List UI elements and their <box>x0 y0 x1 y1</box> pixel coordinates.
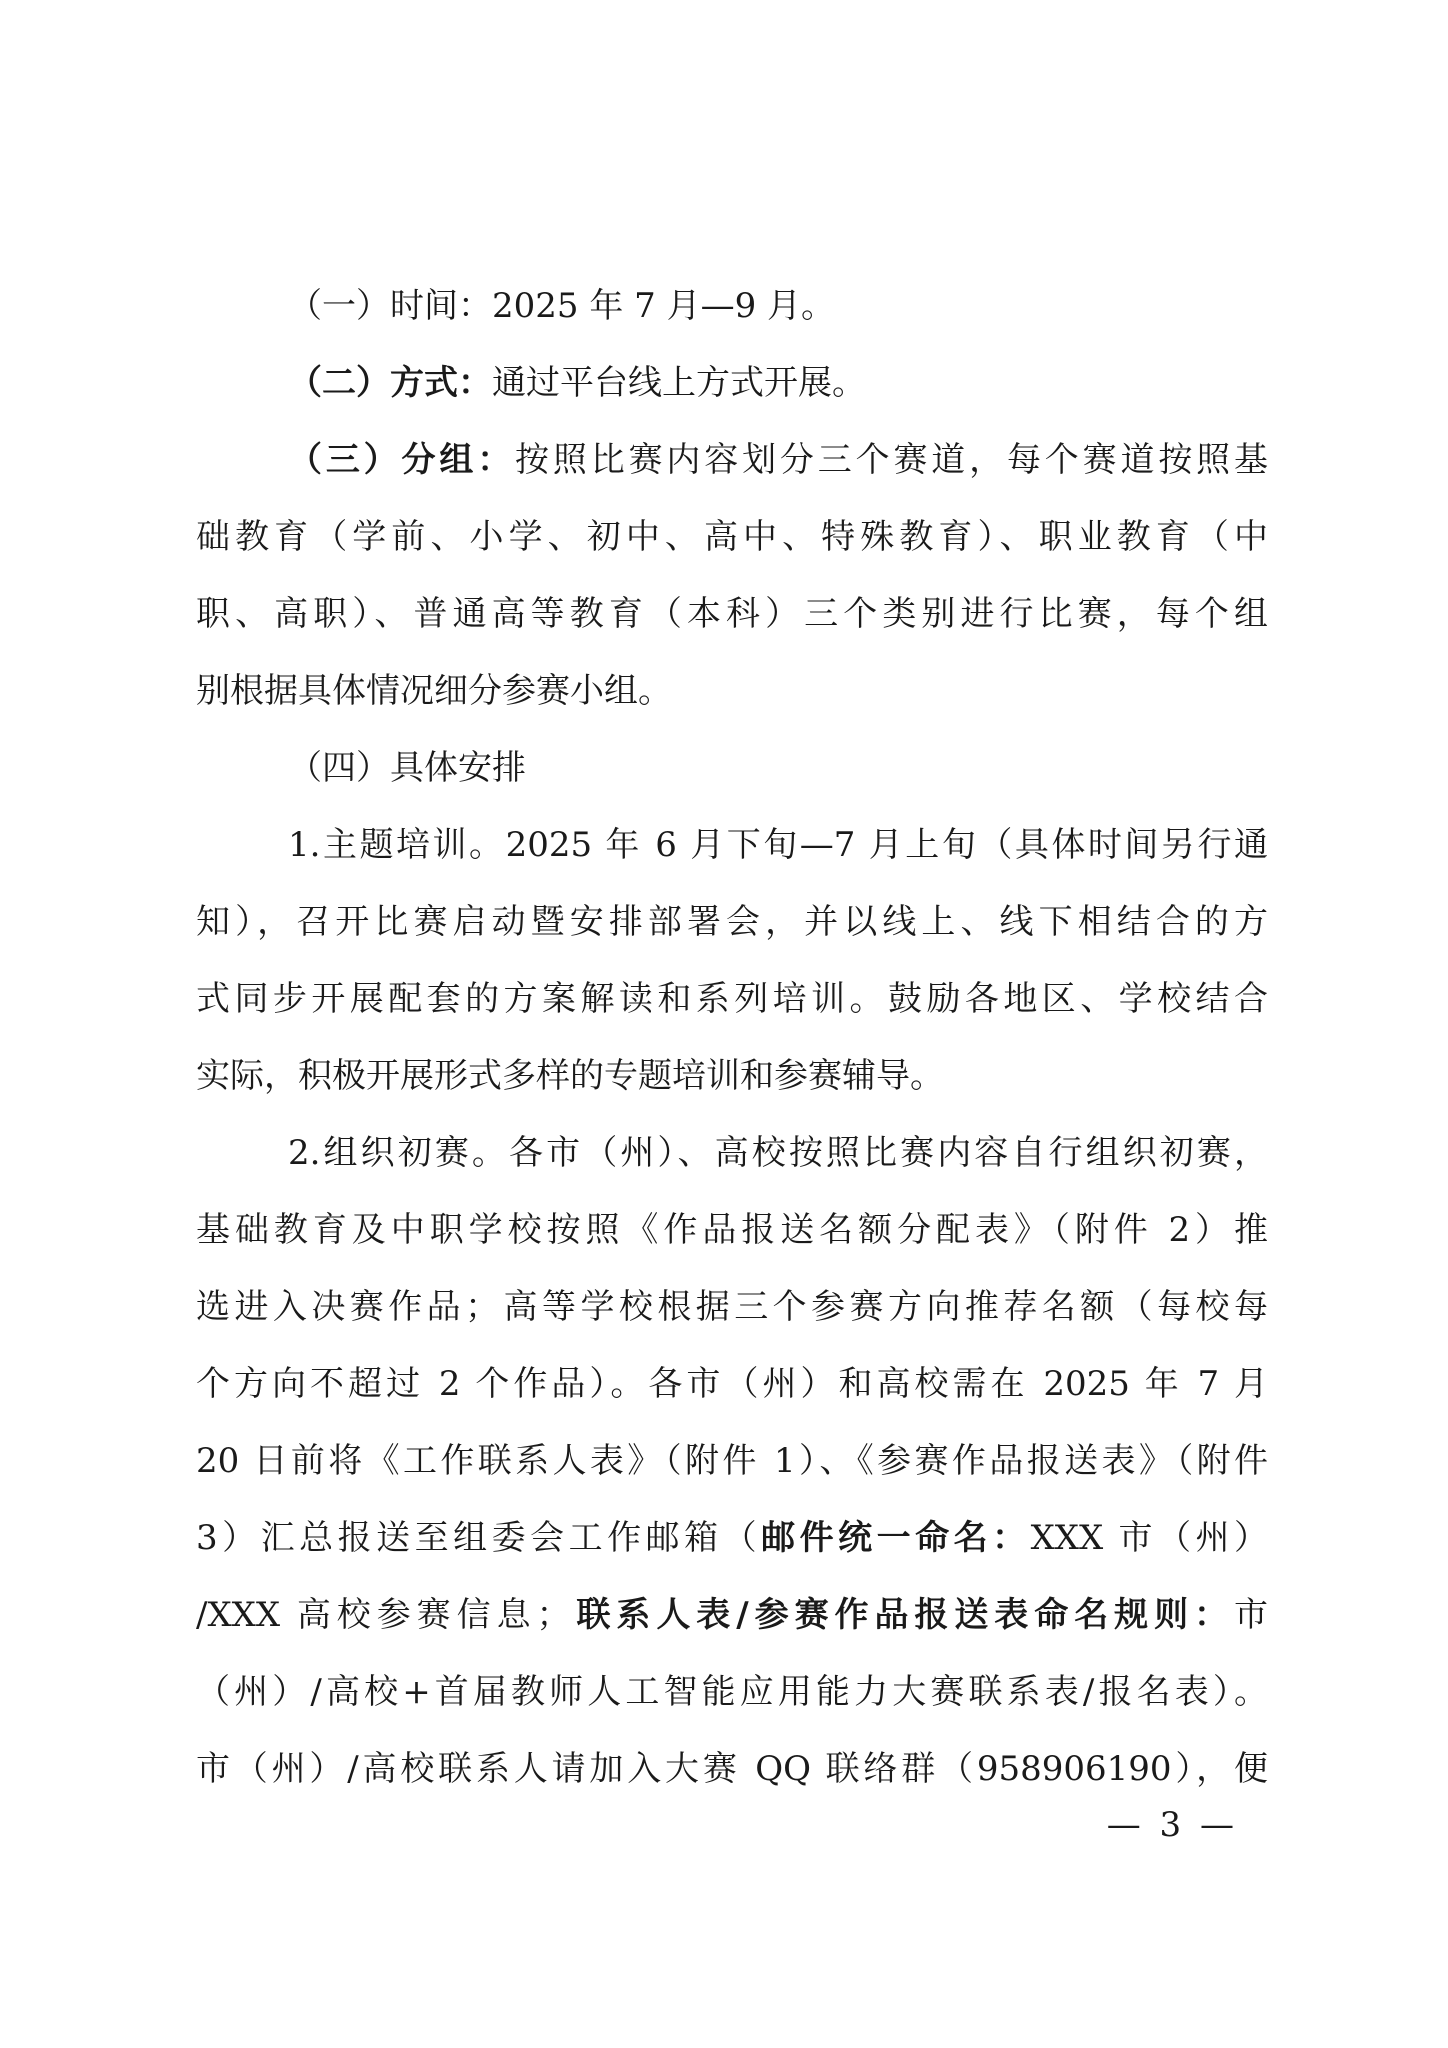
text-line <box>196 499 1268 576</box>
text-segment: 市 <box>1234 1595 1268 1635</box>
text-segment: 2.组织初赛。各市（州）、高校按照比赛内容自行组织初赛， <box>288 1133 1268 1173</box>
text-segment: 础教育（学前、小学、初中、高中、特殊教育）、职业教育（中 <box>196 517 1268 557</box>
text-line <box>196 1346 1268 1423</box>
bold-text: （三）分组： <box>288 440 516 480</box>
text-line <box>196 730 1268 807</box>
text-segment: 按照比赛内容划分三个赛道，每个赛道按照基 <box>515 440 1269 480</box>
text-segment: 式同步开展配套的方案解读和系列培训。鼓励各地区、学校结合 <box>196 979 1268 1019</box>
text-line <box>196 1423 1268 1500</box>
text-segment: 个方向不超过 2 个作品）。各市（州）和高校需在 2025 年 7 月 <box>196 1364 1268 1404</box>
text-line <box>196 422 1268 499</box>
text-segment: 职、高职）、普通高等教育（本科）三个类别进行比赛，每个组 <box>196 594 1268 634</box>
text-segment: （一）时间：2025 年 7 月—9 月。 <box>288 286 836 326</box>
paragraph <box>196 422 1268 730</box>
text-segment: 通过平台线上方式开展。 <box>492 363 866 403</box>
text-line <box>196 345 1268 422</box>
text-line <box>196 1269 1268 1346</box>
paragraph <box>196 1115 1268 1808</box>
text-segment: 别根据具体情况细分参赛小组。 <box>196 671 672 711</box>
paragraph <box>196 730 1268 807</box>
bold-text: （二）方式： <box>288 363 492 403</box>
paragraph <box>196 345 1268 422</box>
text-segment: 20 日前将《工作联系人表》（附件 1）、《参赛作品报送表》（附件 <box>196 1441 1268 1481</box>
text-segment: /XXX 高校参赛信息； <box>196 1595 571 1635</box>
text-line <box>196 1577 1268 1654</box>
text-segment: 3）汇总报送至组委会工作邮箱（ <box>196 1518 762 1558</box>
bold-text: 邮件统一命名： <box>761 1518 1031 1558</box>
bold-text: 联系人表/参赛作品报送表命名规则： <box>570 1595 1234 1635</box>
text-line <box>196 1731 1268 1808</box>
text-segment: 市（州）/高校联系人请加入大赛 QQ 联络群（958906190），便 <box>196 1749 1268 1789</box>
text-segment: 基础教育及中职学校按照《作品报送名额分配表》（附件 2）推 <box>196 1210 1268 1250</box>
document-body <box>196 268 1268 1808</box>
text-line <box>196 807 1268 884</box>
text-line <box>196 961 1268 1038</box>
text-segment: 实际，积极开展形式多样的专题培训和参赛辅导。 <box>196 1056 944 1096</box>
page-number: — 3 — <box>1106 1805 1238 1845</box>
text-line <box>196 1654 1268 1731</box>
text-line <box>196 1192 1268 1269</box>
text-line <box>196 1500 1268 1577</box>
text-segment: （四）具体安排 <box>288 748 526 788</box>
text-line <box>196 1038 1268 1115</box>
text-segment: XXX 市（州） <box>1030 1518 1268 1558</box>
paragraph <box>196 807 1268 1115</box>
text-line <box>196 1115 1268 1192</box>
text-line <box>196 653 1268 730</box>
text-line <box>196 884 1268 961</box>
text-segment: 选进入决赛作品；高等学校根据三个参赛方向推荐名额（每校每 <box>196 1287 1268 1327</box>
text-line <box>196 576 1268 653</box>
text-segment: 1.主题培训。2025 年 6 月下旬—7 月上旬（具体时间另行通 <box>288 825 1268 865</box>
text-segment: （州）/高校+首届教师人工智能应用能力大赛联系表/报名表）。 <box>196 1672 1268 1712</box>
text-line <box>196 268 1268 345</box>
paragraph <box>196 268 1268 345</box>
text-segment: 知），召开比赛启动暨安排部署会，并以线上、线下相结合的方 <box>196 902 1268 942</box>
